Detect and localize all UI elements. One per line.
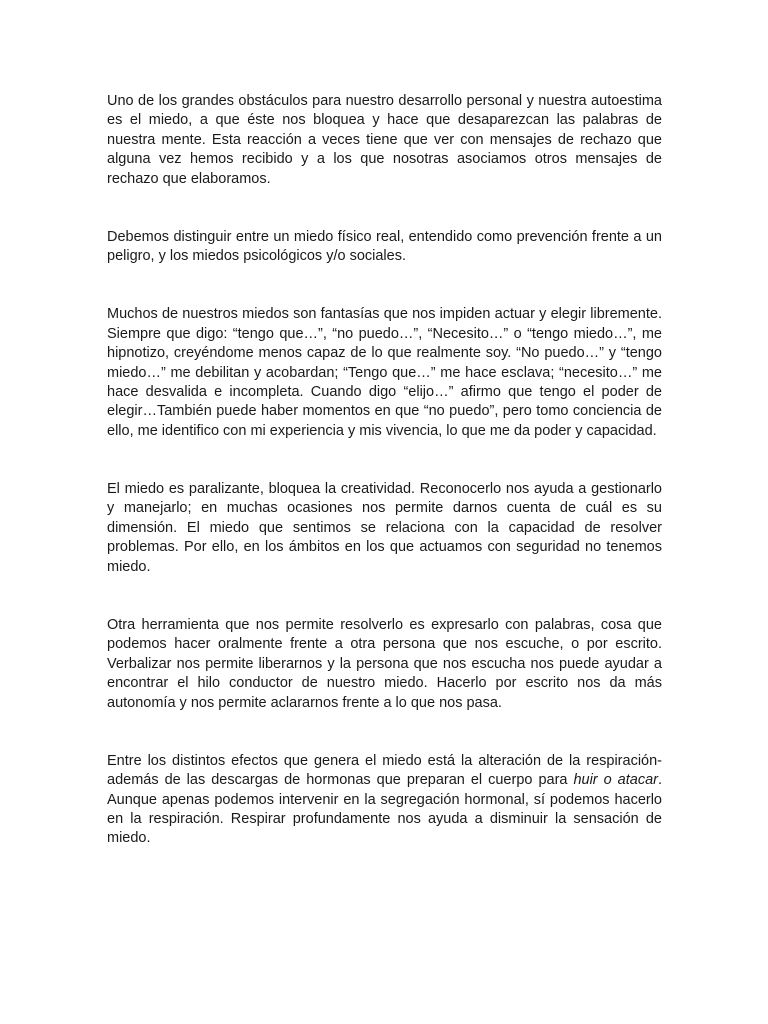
paragraph-physical-vs-psychological-fear: Debemos distinguir entre un miedo físico real, entendido como prevención frente a un peligro, y los miedos psicológicos y/o sociales. — [107, 228, 662, 265]
paragraph-breathing-text-before: Entre los distintos efectos que genera el miedo está la alteración de la respiración- además de las descargas de hormonas que preparan el cuerpo para — [107, 752, 662, 789]
paragraph-breathing-italic-phrase: huir o atacar — [573, 772, 658, 789]
document-body — [107, 92, 662, 849]
paragraph-fear-is-paralyzing: El miedo es paralizante, bloquea la creatividad. Reconocerlo nos ayuda a gestionarlo y manejarlo; en muchas ocasiones nos permite darnos cuenta de cuál es su dimensión. El miedo que sentimos se relaciona con la capacidad de resolver problemas. Por ello, en los ámbitos en los que actuamos con seguridad no tenemos miedo. — [107, 481, 662, 575]
paragraph-breathing-effects — [107, 752, 662, 849]
paragraph-obstacles-fear: Uno de los grandes obstáculos para nuestro desarrollo personal y nuestra autoestima es el miedo, a que éste nos bloquea y hace que desaparezcan las palabras de nuestra mente. Esta reacción a veces tiene que ver con mensajes de rechazo que alguna vez hemos recibido y a los que nosotras asociamos otros mensajes de rechazo que elaboramos. — [107, 93, 662, 187]
paragraph-fantasies-and-phrases: Muchos de nuestros miedos son fantasías que nos impiden actuar y elegir libremente. Siempre que digo: “tengo que…”, “no puedo…”, “Necesito…” o “tengo miedo…”, me hipnotizo, creyéndome menos capaz de lo que realmente soy. “No puedo…” y “tengo miedo…” me debilitan y acobardan; “Tengo que…” me hace esclava; “necesito…” me hace desvalida e incompleta. Cuando digo “elijo…” afirmo que tengo el poder de elegir…También puede haber momentos en que “no puedo”, pero tomo conciencia de ello, me identifico con mi experiencia y mis vivencia, lo que me da poder y capacidad. — [107, 306, 662, 439]
paragraph-breathing-text-after: . Aunque apenas podemos intervenir en la segregación hormonal, sí podemos hacerlo en la respiración. Respirar profundamente nos ayuda a disminuir la sensación de miedo. — [107, 772, 662, 847]
paragraph-expressing-with-words: Otra herramienta que nos permite resolverlo es expresarlo con palabras, cosa que podemos hacer oralmente frente a otra persona que nos escuche, o por escrito. Verbalizar nos permite liberarnos y la persona que nos escucha nos puede ayudar a encontrar el hilo conductor de nuestro miedo. Hacerlo por escrito nos da más autonomía y nos permite aclararnos frente a lo que nos pasa. — [107, 616, 662, 711]
